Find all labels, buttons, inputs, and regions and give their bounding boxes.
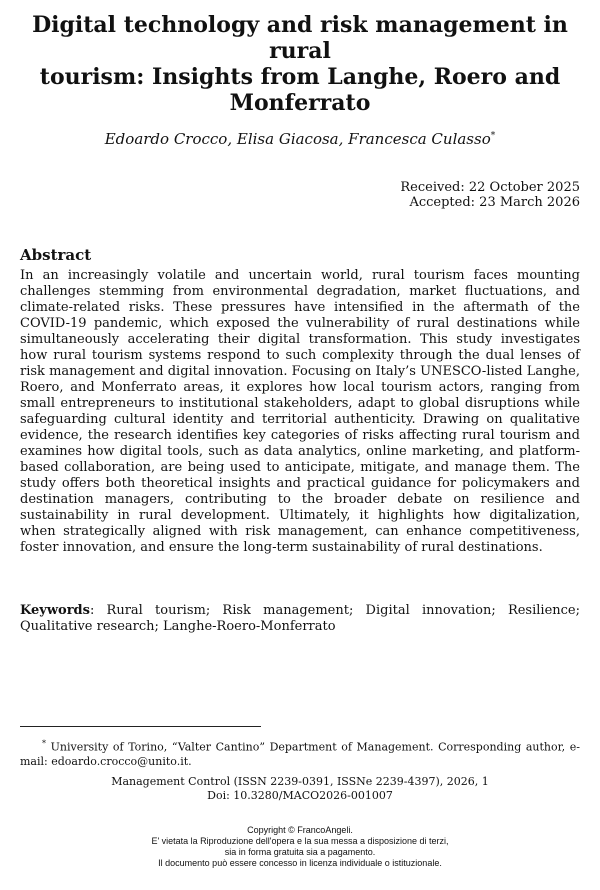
received-date: Received: 22 October 2025: [400, 180, 580, 195]
author-affiliation-footnote: [20, 737, 580, 769]
paper-title-line-3: Monferrato: [229, 90, 371, 116]
copyright-line-3: sia in forma gratuita sia a pagamento.: [224, 847, 376, 857]
copyright-line-2: E' vietata la Riproduzione dell'opera e la sua messa a disposizione di terzi,: [151, 836, 449, 846]
abstract-body: In an increasingly volatile and uncertain world, rural tourism faces mounting challenges stemming from environmental degradation, market fluctuations, and climate-related risks. These pressures have intensified in the aftermath of the COVID-19 pandemic, which exposed the vulnerability of rural destinations while simultaneously accelerating their digital transformation. This study investigates how rural tourism systems respond to such complexity through the dual lenses of risk management and digital innovation. Focusing on Italy’s UNESCO-listed Langhe, Roero, and Monferrato areas, it explores how local tourism actors, ranging from small entrepreneurs to institutional stakeholders, adapt to global disruptions while safeguarding cultural identity and territorial authenticity. Drawing on qualitative evidence, the research identifies key categories of risks affecting rural tourism and examines how digital tools, such as data analytics, online marketing, and platform-based collaboration, are being used to anticipate, mitigate, and manage them. The study offers both theoretical insights and practical guidance for policymakers and destination managers, contributing to the broader debate on resilience and sustainability in rural development. Ultimately, it highlights how digitalization, when strategically aligned with risk management, can enhance competitiveness, foster innovation, and ensure the long-term sustainability of rural destinations.: [20, 268, 580, 555]
paper-title-line-1: Digital technology and risk management in rural: [32, 12, 568, 64]
abstract-heading: Abstract: [20, 246, 92, 264]
paper-title-line-2: tourism: Insights from Langhe, Roero and: [39, 64, 561, 90]
corresponding-author-marker: *: [490, 131, 496, 141]
keywords-list: : Rural tourism; Risk management; Digital innovation; Resilience; Qualitative research; Langhe-Roero-Monferrato: [20, 603, 580, 634]
authors-text: Edoardo Crocco, Elisa Giacosa, Francesca Culasso: [104, 130, 491, 148]
keywords-paragraph: [20, 603, 580, 635]
keywords-label: Keywords: [20, 603, 90, 618]
publication-dates: [320, 180, 580, 210]
accepted-date: Accepted: 23 March 2026: [409, 195, 580, 210]
copyright-notice: [20, 825, 580, 869]
journal-info: Management Control (ISSN 2239-0391, ISSNe 2239-4397), 2026, 1: [111, 775, 489, 788]
footnote-marker: *: [42, 739, 46, 748]
copyright-line-4: Il documento può essere concesso in licenza individuale o istituzionale.: [158, 858, 442, 868]
footnote-text: University of Torino, “Valter Cantino” Department of Management. Corresponding author, e-mail: edoardo.crocco@unito.it.: [20, 740, 581, 768]
journal-citation: [20, 775, 580, 803]
copyright-line-1: Copyright © FrancoAngeli.: [247, 825, 353, 835]
doi-info: Doi: 10.3280/MACO2026-001007: [207, 789, 393, 802]
author-line: [20, 127, 580, 148]
paper-title: [20, 12, 580, 116]
footnote-divider: [20, 726, 261, 727]
